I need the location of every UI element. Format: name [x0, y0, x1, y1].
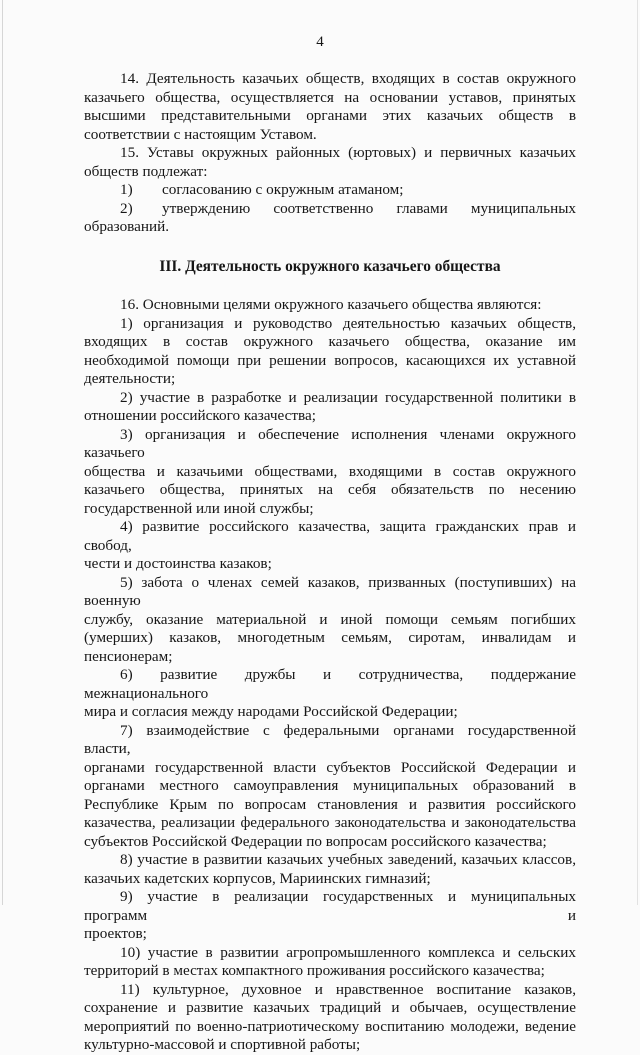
- item-number: 2): [120, 199, 133, 217]
- goal-item-continuation: проектов;: [84, 925, 147, 942]
- goal-item-first-line: 1) организация и руководство деятельностью казачьих обществ,: [120, 314, 576, 332]
- section-heading: III. Деятельность окружного казачьего общества: [159, 257, 501, 275]
- page-number: 4: [316, 34, 324, 50]
- goal-item-first-line: 4) развитие российского казачества, защита гражданских прав и свобод,: [84, 518, 576, 554]
- goal-item-first-line: 8) участие в развитии казачьих учебных заведений, казачьих классов,: [120, 851, 576, 868]
- item-number: 1): [120, 181, 133, 198]
- paragraph-15: [84, 144, 576, 237]
- paragraph-15-continuation: обществ подлежат:: [84, 162, 208, 180]
- goal-item-continuation: казачьих кадетских корпусов, Мариинских гимназий;: [84, 869, 431, 887]
- paragraph-14: [84, 70, 576, 144]
- page-right-edge: [637, 0, 638, 905]
- goal-item-continuation: чести и достоинства казаков;: [84, 555, 272, 572]
- goal-item: [84, 518, 576, 574]
- goal-item-continuation: общества и казачьими обществами, входящими в состав окружного казачьего общества, принятых на себя обязательств по несению государственной или иной службы;: [84, 462, 576, 517]
- paragraph-15-item-1: [84, 181, 576, 200]
- goal-item-first-line: 11) культурное, духовное и нравственное воспитание казаков,: [120, 980, 576, 998]
- goal-item: [84, 389, 576, 426]
- goal-item: [84, 426, 576, 519]
- goal-item: [84, 888, 576, 944]
- paragraph-15-item-2: [84, 200, 576, 219]
- goal-item-continuation: мира и согласия между народами Российской Федерации;: [84, 703, 458, 720]
- paragraph-14-continuation: казачьего общества, осуществляется на основании уставов, принятых высшими представительными органами этих казачьих обществ в соответствии с настоящим Уставом.: [84, 88, 576, 143]
- goal-item-continuation: службу, оказание материальной и иной помощи семьям погибших (умерших) казаков, многодетным семьям, сиротам, инвалидам и пенсионерам;: [84, 610, 576, 665]
- item-text: утверждению соответственно главами муниципальных: [162, 199, 576, 217]
- goal-item: [84, 722, 576, 852]
- goal-item-first-line: 7) взаимодействие с федеральными органами государственной власти,: [84, 721, 576, 757]
- page-left-edge: [2, 0, 3, 905]
- goal-item: [84, 981, 576, 1055]
- goal-item: [84, 851, 576, 888]
- goal-item-continuation: сохранение и развитие казачьих традиций и обычаев, осуществление мероприятий по военно-патриотическому воспитанию молодежи, ведение культурно-массовой и спортивной работы;: [84, 999, 576, 1053]
- goal-item-continuation: отношении российского казачества;: [84, 407, 316, 424]
- paragraph-15-item-2-continuation: образований.: [84, 218, 170, 235]
- goal-item-first-line: 10) участие в развитии агропромышленного комплекса и сельских: [120, 943, 576, 961]
- paragraph-15-first-line: 15. Уставы окружных районных (юртовых) и первичных казачьих: [120, 144, 576, 161]
- document-body: [84, 70, 576, 1055]
- goal-item-continuation: территорий в местах компактного проживания российского казачества;: [84, 962, 545, 979]
- goal-item: [84, 315, 576, 389]
- paragraph-14-first-line: 14. Деятельность казачьих обществ, входящих в состав окружного: [120, 70, 576, 87]
- paragraph-16: [84, 296, 576, 1055]
- goal-item-first-line: 5) забота о членах семей казаков, призванных (поступивших) на военную: [84, 573, 576, 609]
- goal-item: [84, 574, 576, 667]
- goal-item-continuation: органами государственной власти субъектов Российской Федерации и органами местного самоуправления муниципальных образований в Республике Крым по вопросам становления и развития российского казачества, реализации федерального законодательства и законодательства субъектов Российской Федерации по вопросам российского казачества;: [84, 758, 576, 850]
- goal-item-first-line: 3) организация и обеспечение исполнения членами окружного казачьего: [84, 425, 576, 461]
- goal-item: [84, 944, 576, 981]
- paragraph-16-intro: 16. Основными целями окружного казачьего общества являются:: [120, 296, 542, 313]
- goal-item-first-line: 6) развитие дружбы и сотрудничества, поддержание межнационального: [84, 666, 576, 702]
- goal-item: [84, 666, 576, 722]
- goal-item-first-line: 2) участие в разработке и реализации государственной политики в: [120, 388, 576, 406]
- goal-item-first-line: 9) участие в реализации государственных и муниципальных программ и: [84, 888, 576, 924]
- goal-item-continuation: входящих в состав окружного казачьего общества, оказание им необходимой помощи при решении вопросов, касающихся их уставной деятельности;: [84, 333, 576, 387]
- item-text: согласованию с окружным атаманом;: [162, 181, 404, 198]
